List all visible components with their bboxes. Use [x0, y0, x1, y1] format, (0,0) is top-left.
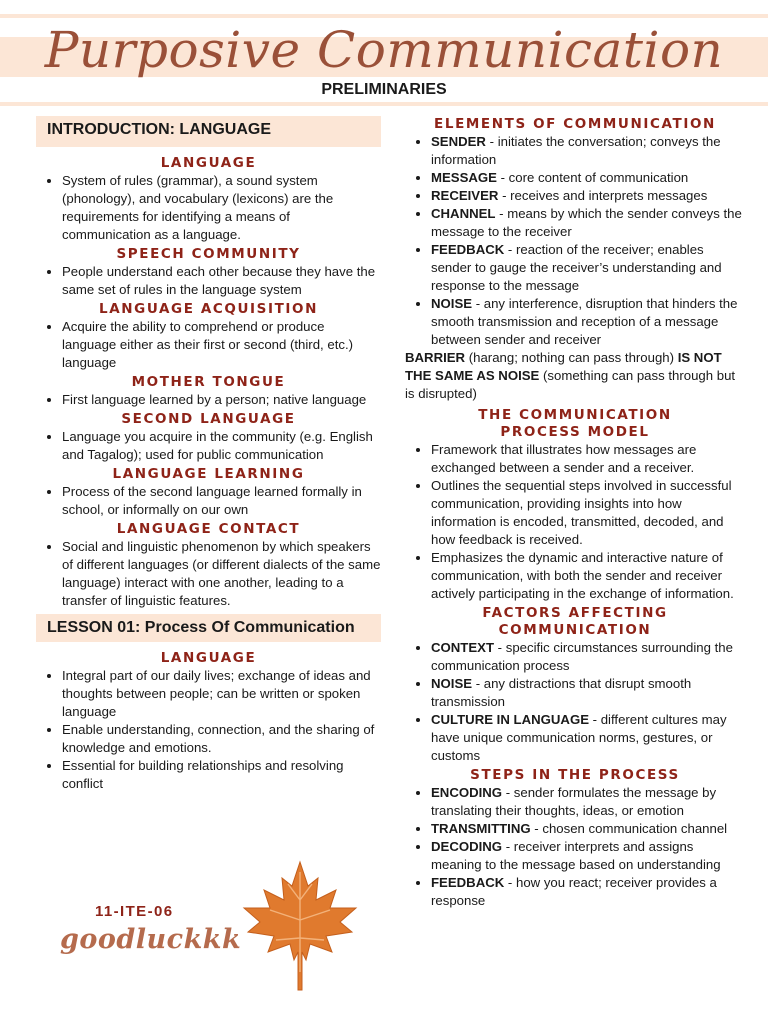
term-label: MESSAGE: [431, 170, 497, 185]
intro-heading: LANGUAGE ACQUISITION: [99, 301, 318, 317]
intro-section-title: INTRODUCTION: LANGUAGE: [36, 116, 381, 147]
process-heading-line1: THE COMMUNICATION: [478, 407, 672, 423]
term-description: - chosen communication channel: [530, 821, 728, 836]
list-item: • First language learned by a person; native language: [62, 391, 381, 409]
barrier-emph: IS NOT THE SAME AS NOISE: [405, 350, 722, 383]
list-item: [431, 784, 745, 820]
lesson-section-title: LESSON 01: Process Of Communication: [36, 614, 381, 642]
term-label: CONTEXT: [431, 640, 495, 655]
term-description: - any interference, disruption that hinders the smooth transmission and reception of a message between sender and receiver: [431, 296, 738, 347]
intro-heading: MOTHER TONGUE: [131, 374, 286, 390]
elements-heading: ELEMENTS OF COMMUNICATION: [434, 116, 716, 132]
list-item: • Acquire the ability to comprehend or produce language either as their first or second (third, etc.) language: [62, 318, 381, 372]
term-label: FEEDBACK: [431, 242, 505, 257]
list-item: • Emphasizes the dynamic and interactive nature of communication, with both the sender and receiver actively participating in the exchange of information.: [431, 549, 745, 603]
steps-heading: STEPS IN THE PROCESS: [470, 767, 680, 783]
steps-list: [405, 784, 745, 910]
term-description: - means by which the sender conveys the message to the receiver: [431, 206, 742, 239]
term-description: - how you react; receiver provides a response: [431, 875, 717, 908]
term-label: NOISE: [431, 676, 473, 691]
term-description: - any distractions that disrupt smooth transmission: [431, 676, 692, 709]
lesson-list: [36, 667, 381, 793]
maple-leaf-icon: [240, 860, 360, 992]
list-item: [431, 838, 745, 874]
list-item: [431, 187, 745, 205]
factors-list: [405, 639, 745, 765]
term-label: RECEIVER: [431, 188, 499, 203]
list-item: [431, 874, 745, 910]
intro-heading: LANGUAGE LEARNING: [112, 466, 305, 482]
page-subtitle: PRELIMINARIES: [321, 81, 447, 98]
barrier-note: [405, 349, 745, 403]
list-item: [431, 133, 745, 169]
term-label: DECODING: [431, 839, 503, 854]
list-item: [431, 675, 745, 711]
term-label: SENDER: [431, 134, 486, 149]
term-description: - receives and interprets messages: [498, 188, 708, 203]
list-item: • System of rules (grammar), a sound system (phonology), and vocabulary (lexicons) are the requirements for identifying a means of communication as a language.: [62, 172, 381, 244]
list-item: • Enable understanding, connection, and the sharing of knowledge and emotions.: [62, 721, 381, 757]
intro-heading: LANGUAGE: [160, 155, 257, 171]
left-column: [36, 116, 381, 793]
barrier-term: BARRIER: [405, 350, 466, 365]
term-description: - initiates the conversation; conveys the information: [431, 134, 721, 167]
intro-sections: [36, 155, 381, 610]
list-item: • People understand each other because they have the same set of rules in the language system: [62, 263, 381, 299]
process-list: [405, 441, 745, 603]
term-description: - receiver interprets and assigns meaning to the message based on understanding: [431, 839, 721, 872]
barrier-mid: (harang; nothing can pass through): [465, 350, 678, 365]
list-item: [431, 205, 745, 241]
intro-list: [36, 483, 381, 519]
intro-list: [36, 263, 381, 299]
list-item: • Essential for building relationships and resolving conflict: [62, 757, 381, 793]
term-label: FEEDBACK: [431, 875, 505, 890]
factors-heading-line2: COMMUNICATION: [498, 622, 652, 638]
term-description: - sender formulates the message by translating their thoughts, ideas, or emotion: [431, 785, 717, 818]
list-item: • Social and linguistic phenomenon by which speakers of different languages (or different dialects of the same language) interact with one another, leading to a transfer of linguistic features.: [62, 538, 381, 610]
term-description: - specific circumstances surrounding the communication process: [431, 640, 733, 673]
term-label: ENCODING: [431, 785, 503, 800]
intro-list: [36, 172, 381, 244]
list-item: [431, 639, 745, 675]
list-item: [431, 711, 745, 765]
list-item: • Process of the second language learned formally in school, or informally on our own: [62, 483, 381, 519]
right-column: [405, 116, 745, 910]
page-title: Purposive Communication: [44, 21, 724, 79]
list-item: • Integral part of our daily lives; exchange of ideas and thoughts between people; can be written or spoken language: [62, 667, 381, 721]
factors-heading-line1: FACTORS AFFECTING: [482, 605, 668, 621]
term-description: - reaction of the receiver; enables sender to gauge the receiver’s understanding and response to the message: [431, 242, 722, 293]
list-item: • Framework that illustrates how messages are exchanged between a sender and a receiver.: [431, 441, 745, 477]
term-description: - different cultures may have unique communication norms, gestures, or customs: [431, 712, 727, 763]
list-item: [431, 820, 745, 838]
lesson-heading: LANGUAGE: [160, 650, 257, 666]
intro-list: [36, 391, 381, 409]
signature-text: goodluckkk: [60, 924, 242, 955]
term-label: CULTURE IN LANGUAGE: [431, 712, 589, 727]
term-label: CHANNEL: [431, 206, 496, 221]
intro-list: [36, 318, 381, 372]
term-label: NOISE: [431, 296, 473, 311]
list-item: [431, 169, 745, 187]
intro-list: [36, 428, 381, 464]
list-item: [431, 295, 745, 349]
term-label: TRANSMITTING: [431, 821, 531, 836]
class-code: 11-ITE-06: [95, 903, 174, 920]
intro-heading: SPEECH COMMUNITY: [116, 246, 301, 262]
process-heading-line2: PROCESS MODEL: [500, 424, 650, 440]
term-description: - core content of communication: [496, 170, 689, 185]
barrier-end: (something can pass through but is disrupted): [405, 368, 736, 401]
elements-list: [405, 133, 745, 349]
intro-list: [36, 538, 381, 610]
intro-heading: LANGUAGE CONTACT: [116, 521, 301, 537]
list-item: • Language you acquire in the community (e.g. English and Tagalog); used for public communication: [62, 428, 381, 464]
list-item: • Outlines the sequential steps involved in successful communication, providing insights into how information is encoded, transmitted, decoded, and how feedback is received.: [431, 477, 745, 549]
header-stripe-bottom: [0, 102, 768, 106]
intro-heading: SECOND LANGUAGE: [121, 411, 296, 427]
list-item: [431, 241, 745, 295]
